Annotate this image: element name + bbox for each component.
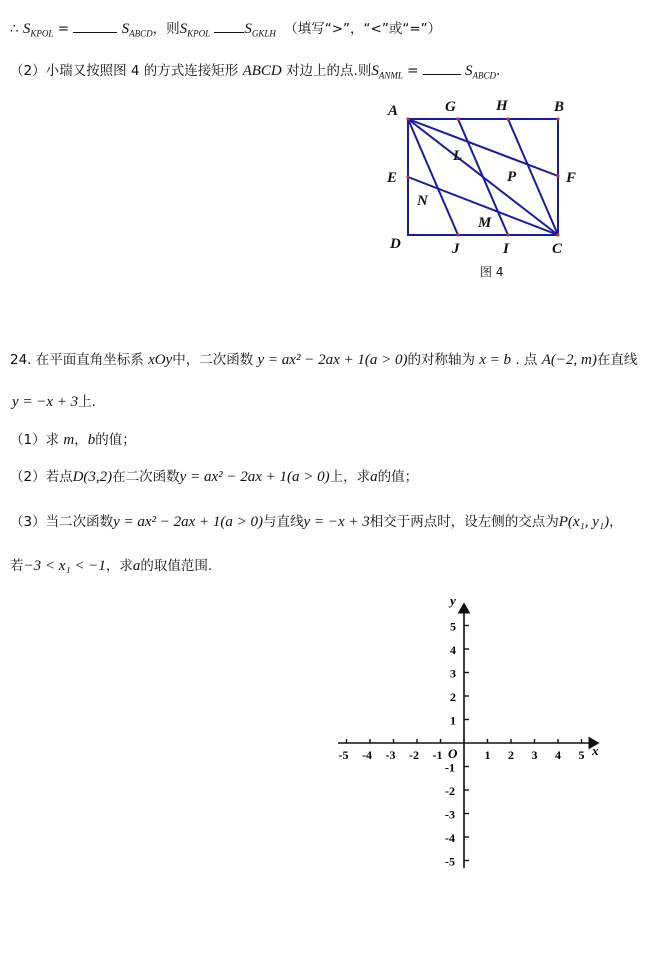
label-p: P — [507, 169, 517, 185]
text-segment: （3）当二次函数 — [10, 514, 114, 530]
x-tick-label: -5 — [338, 748, 349, 762]
label-f: F — [566, 170, 577, 186]
math-expr: y = ax² − 2ax + 1(a > 0) — [113, 514, 264, 530]
label-j: J — [452, 241, 460, 257]
x-tick-label: 1 — [484, 748, 491, 762]
area-subscript: ABCD — [129, 28, 153, 39]
part1-line — [10, 18, 441, 44]
math-expr: xOy — [148, 352, 173, 368]
answer-blank[interactable] — [73, 18, 117, 33]
text-segment: 若 — [10, 558, 24, 574]
y-axis-label: y — [450, 593, 456, 608]
text-segment: . 点 — [515, 352, 538, 368]
x-tick-label: 3 — [531, 748, 538, 762]
math-expr: x = b — [479, 352, 512, 368]
q24-sub3-line1 — [10, 512, 623, 532]
q24-sub2 — [10, 467, 418, 487]
origin-label: O — [448, 746, 458, 761]
part2-line — [10, 60, 500, 86]
y-tick-label: 2 — [450, 690, 456, 704]
answer-blank[interactable] — [214, 18, 244, 33]
q24-line1 — [10, 350, 637, 370]
y-tick-label: -4 — [445, 831, 455, 845]
segment-aj — [408, 119, 458, 235]
fill-hint: （填写“>”，“<”或“=”） — [284, 21, 442, 37]
area-symbol: S — [465, 63, 473, 79]
text-segment: 24. 在平面直角坐标系 — [10, 352, 144, 368]
x-tick-label: 5 — [578, 748, 585, 762]
x-tick-label: 2 — [508, 748, 514, 762]
text-segment: 相交于两点时，设左侧的交点为 — [369, 514, 559, 530]
math-expr: m — [63, 432, 75, 448]
math-expr: P(x₁, y₁) — [558, 514, 610, 530]
label-e: E — [387, 170, 398, 186]
area-subscript: ANML — [378, 70, 403, 81]
label-i: I — [503, 241, 509, 257]
equals-sign: = — [57, 21, 70, 37]
text-segment: 上，求 — [329, 469, 371, 485]
text-segment: ，求 — [105, 558, 133, 574]
label-l: L — [453, 148, 463, 164]
label-c: C — [552, 241, 563, 257]
math-expr: −3 < x₁ < −1 — [23, 558, 106, 574]
math-expr: y = ax² − 2ax + 1(a > 0) — [257, 352, 408, 368]
label-g: G — [445, 99, 456, 115]
area-symbol: S — [371, 63, 379, 79]
y-tick-label: -3 — [445, 807, 455, 822]
math-expr: y = ax² − 2ax + 1(a > 0) — [179, 469, 330, 485]
text-segment: 的值； — [95, 432, 136, 448]
therefore-symbol: ∴ — [10, 21, 19, 37]
text-segment: （1）求 — [10, 432, 60, 448]
math-expr: a — [132, 558, 141, 574]
x-tick-label: -3 — [385, 748, 396, 762]
text-segment: 的值； — [377, 469, 419, 485]
math-expr: y = −x + 3 — [12, 394, 79, 410]
math-expr: D(3,2) — [72, 469, 113, 485]
text-segment: ，则 — [152, 21, 180, 37]
y-tick-label: 4 — [450, 643, 456, 657]
label-a: A — [388, 103, 399, 119]
y-tick-label: 5 — [450, 619, 456, 634]
coordinate-axes — [330, 590, 610, 875]
q24-sub1 — [10, 430, 136, 450]
label-h: H — [496, 98, 508, 114]
math-expr: A(−2, m) — [541, 352, 597, 368]
y-tick-label: -5 — [445, 854, 455, 869]
area-subscript: GKLH — [251, 28, 276, 39]
text-segment: 对边上的点.则 — [286, 63, 372, 79]
text-segment: ， — [609, 514, 623, 530]
area-symbol: S — [244, 21, 252, 37]
figure-4 — [380, 92, 580, 288]
period: . — [496, 63, 501, 79]
text-segment: （2）小瑞又按照图 4 的方式连接矩形 — [10, 63, 239, 79]
text-segment: 在二次函数 — [112, 469, 180, 485]
text-segment: 上. — [78, 394, 96, 410]
math-expr: b — [87, 432, 96, 448]
text-segment: 在直线 — [596, 352, 638, 368]
label-b: B — [554, 99, 565, 115]
text-segment: 的取值范围. — [140, 558, 213, 574]
area-subscript: ABCD — [472, 70, 497, 81]
q24-line2 — [12, 392, 96, 412]
equals-sign: = — [407, 63, 419, 79]
segment-af — [408, 119, 558, 176]
text-segment: ， — [74, 432, 88, 448]
area-symbol: S — [179, 21, 188, 37]
area-symbol: S — [22, 21, 31, 37]
x-tick-label: -4 — [362, 748, 372, 762]
label-n: N — [417, 193, 428, 209]
figure-caption: 图 4 — [480, 265, 504, 279]
label-d: D — [390, 236, 401, 252]
x-tick-label: -1 — [432, 748, 443, 762]
rectangle-name: ABCD — [242, 63, 282, 79]
area-subscript: KPOL — [187, 28, 211, 39]
area-symbol: S — [121, 21, 130, 37]
q24-sub3-line2 — [10, 556, 212, 576]
x-tick-label: -2 — [409, 748, 419, 762]
x-axis-label: x — [592, 743, 599, 758]
text-segment: 中，二次函数 — [172, 352, 254, 368]
answer-blank[interactable] — [423, 60, 461, 75]
x-tick-label: 4 — [555, 748, 561, 762]
y-tick-label: 1 — [450, 713, 456, 728]
y-tick-label: -2 — [445, 784, 455, 798]
text-segment: （2）若点 — [10, 469, 73, 485]
y-tick-label: 3 — [450, 666, 456, 681]
y-tick-label: -1 — [445, 760, 455, 775]
math-expr: a — [370, 469, 378, 485]
area-subscript: KPOL — [30, 28, 54, 39]
text-segment: 与直线 — [263, 514, 304, 530]
math-expr: y = −x + 3 — [303, 514, 370, 530]
label-m: M — [478, 215, 492, 231]
text-segment: 的对称轴为 — [407, 352, 475, 368]
